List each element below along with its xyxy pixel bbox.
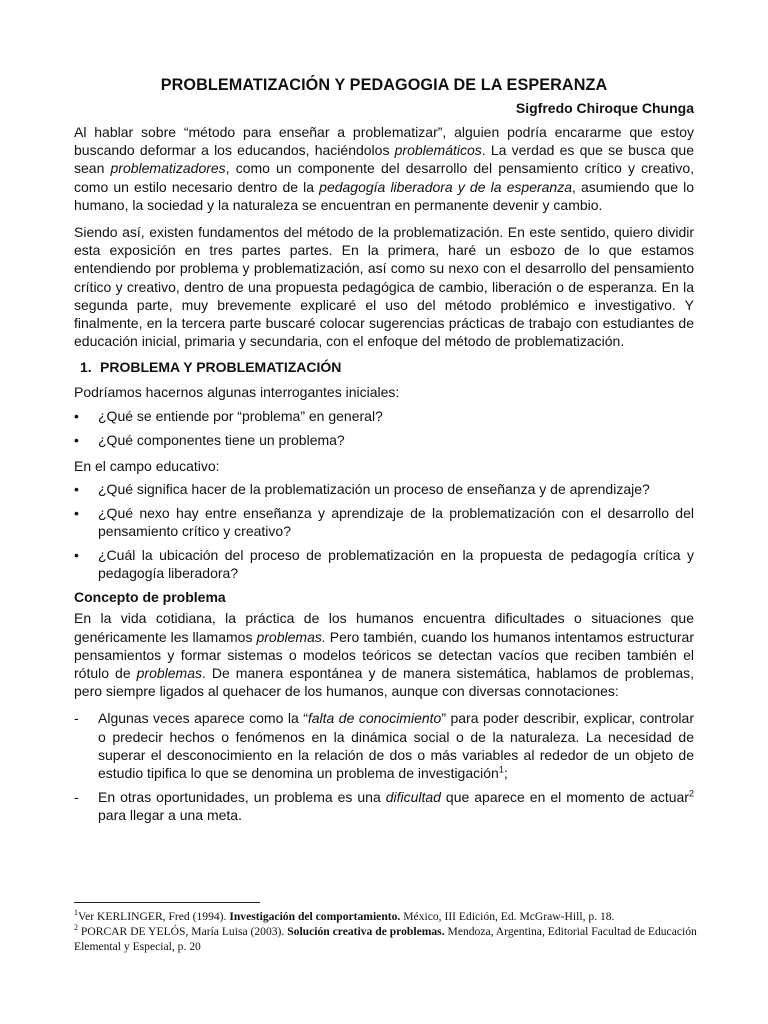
list-item: • ¿Qué significa hacer de la problematización un proceso de enseñanza y de aprendizaje? [74,480,650,497]
list-item: - Algunas veces aparece como la “falta de conocimiento” para poder describir, explicar, controlar o predecir hechos o fenómenos en la dinámica social o de la naturaleza. La necesidad de superar el desconocimiento en la relación de dos o más variables al rededor de un objeto de estudio tipifica lo que se denomina un problema de investigación$^1$; [74,710,694,781]
question-list-general [74,408,694,450]
question-list-education [74,481,694,583]
paragraph-intro: Al hablar sobre “método para enseñar a problematizar”, alguien podría encararme que estoy buscando deformar a los educandos, haciéndolos problemáticos. La verdad es que se busca que sean problematizadores, como un componente del desarrollo del pensamiento crítico y creativo, como un estilo necesario dentro de la pedagogía liberadora y de la esperanza, asumiendo que lo humano, la sociedad y la naturaleza se encuentran en permanente devenir y cambio. [74,124,695,213]
section-heading-1: 1. PROBLEMA Y PROBLEMATIZACIÓN [80,359,342,376]
paragraph-concepto: En la vida cotidiana, la práctica de los humanos encuentra dificultades o situaciones que genéricamente les llamamos problemas. Pero también, cuando los humanos intentamos estructurar pensamientos y formar sistemas o modelos teóricos se detectan vacíos que reciben también el rótulo de problemas. De manera espontánea y de manera sistemática, hablamos de problemas, pero siempre ligados al quehacer de los humanos, aunque con diversas connotaciones: [74,610,695,700]
footnote: $^1$Ver KERLINGER, Fred (1994). Investigación del comportamiento. México, III Edición, Ed. McGraw-Hill, p. 18. [74,908,615,923]
document-author: Sigfredo Chiroque Chunga [515,100,694,116]
paragraph-questions-intro: Podríamos hacernos algunas interrogantes iniciales: [74,384,400,401]
list-item: - En otras oportunidades, un problema es una dificultad que aparece en el momento de actuar$^2$ para llegar a una meta. [74,788,694,824]
list-item: • ¿Qué se entiende por “problema” en general? [74,407,383,424]
subheading-concepto: Concepto de problema [74,589,226,606]
document-title: PROBLEMATIZACIÓN Y PEDAGOGIA DE LA ESPERANZA [160,76,608,94]
footnotes [74,909,698,954]
connotation-list [74,709,694,824]
footnote-ref: 2 [688,788,694,799]
list-item: • ¿Cuál la ubicación del proceso de problematización en la propuesta de pedagogía crítica y pedagogía liberadora? [74,547,694,581]
list-item: • ¿Qué nexo hay entre enseñanza y aprendizaje de la problematización con el desarrollo del pensamiento crítico y creativo? [74,505,694,539]
footnote-divider [74,902,260,903]
document-page [74,76,694,831]
footnote-ref: 1 [498,764,504,775]
footnote: $^2$ PORCAR DE YELÓS, María Luisa (2003). Solución creativa de problemas. Mendoza, Argentina, Editorial Facultad de Educación Elemental y Especial, p. 20 [74,923,697,953]
list-item: • ¿Qué componentes tiene un problema? [74,432,345,449]
paragraph-campo-educativo: En el campo educativo: [74,457,220,474]
paragraph-structure: Siendo así, existen fundamentos del método de la problematización. En este sentido, quiero dividir esta exposición en tres partes partes. En la primera, haré un esbozo de lo que estamos entendiendo por problema y problematización, así como su nexo con el desarrollo del pensamiento crítico y creativo, dentro de una propuesta pedagógica de cambio, liberación o de esperanza. En la segunda parte, muy brevemente explicaré el uso del método problémico e investigativo. Y finalmente, en la tercera parte buscaré colocar sugerencias prácticas de trabajo con estudiantes de educación inicial, primaria y secundaria, con el enfoque del método de problematización. [74,224,694,350]
